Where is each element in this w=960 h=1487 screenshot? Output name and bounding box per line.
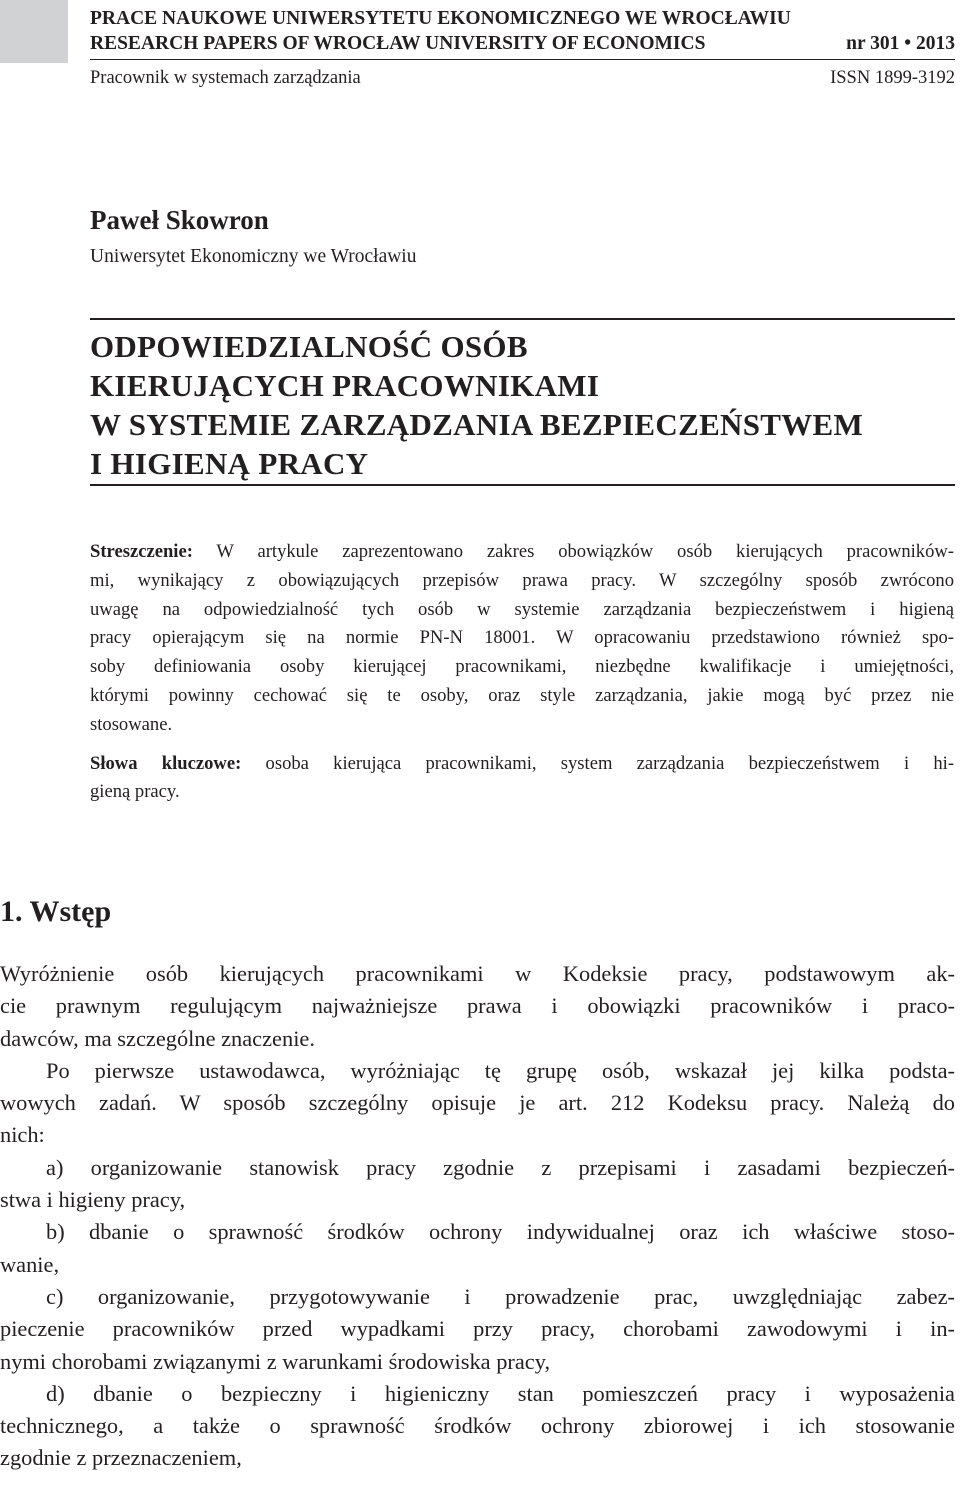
keywords-line: Słowa kluczowe: osoba kierująca pracownikami, system zarządzania bezpieczeństwem i hi- bbox=[90, 752, 955, 774]
issue-number: nr 301 • 2013 bbox=[846, 33, 955, 54]
abstract-line: pracy opierającym się na normie PN-N 18001. W opracowaniu przedstawiono również spo- bbox=[90, 627, 954, 649]
paper-title bbox=[90, 327, 955, 483]
abstract-line: soby definiowania osoby kierującej pracownikami, niezbędne kwalifikacje i umiejętności, bbox=[90, 656, 954, 678]
header-rule bbox=[90, 59, 955, 60]
series-title: Pracownik w systemach zarządzania bbox=[90, 68, 361, 88]
author-name: Paweł Skowron bbox=[90, 205, 269, 235]
journal-name-pl: PRACE NAUKOWE UNIWERSYTETU EKONOMICZNEGO WE WROCŁAWIU bbox=[90, 8, 791, 29]
body-line: cie prawnym regulującym najważniejsze prawa i obowiązki pracowników i praco- bbox=[0, 993, 955, 1019]
body-line: wanie, bbox=[0, 1251, 60, 1277]
body-line: pieczenie pracowników przed wypadkami przy pracy, chorobami zawodowymi i in- bbox=[0, 1316, 955, 1342]
body-line: technicznego, a także o sprawność środków ochrony zbiorowej i ich stosowanie bbox=[0, 1413, 955, 1439]
list-item-d: d) dbanie o bezpieczny i higieniczny stan pomieszczeń pracy i wyposażenia bbox=[46, 1380, 955, 1406]
body-line: Wyróżnienie osób kierujących pracownikami w Kodeksie pracy, podstawowym ak- bbox=[0, 961, 955, 986]
abstract-line: mi, wynikający z obowiązujących przepisów prawa pracy. W szczególny sposób zwrócono bbox=[90, 569, 954, 591]
journal-header bbox=[90, 6, 955, 56]
body-line: nich: bbox=[0, 1122, 45, 1148]
list-item-a: a) organizowanie stanowisk pracy zgodnie z przepisami i zasadami bezpieczeń- bbox=[46, 1154, 955, 1180]
section-body bbox=[0, 958, 955, 1475]
abstract-line: Streszczenie: W artykule zaprezentowano zakres obowiązków osób kierujących pracowników- bbox=[90, 541, 954, 562]
journal-name-en-row bbox=[90, 31, 955, 56]
abstract-line: stosowane. bbox=[90, 713, 173, 735]
keywords bbox=[90, 750, 954, 808]
body-line: zgodnie z przeznaczeniem, bbox=[0, 1445, 242, 1471]
body-line: nymi chorobami związanymi z warunkami środowiska pracy, bbox=[0, 1348, 551, 1374]
issn: ISSN 1899-3192 bbox=[830, 68, 955, 88]
journal-name-en: RESEARCH PAPERS OF WROCŁAW UNIVERSITY OF ECONOMICS bbox=[90, 33, 706, 54]
abstract-line: uwagę na odpowiedzialność tych osób w systemie zarządzania bezpieczeństwem i higieną bbox=[90, 598, 954, 620]
abstract bbox=[90, 538, 954, 807]
author-affiliation: Uniwersytet Ekonomiczny we Wrocławiu bbox=[90, 246, 417, 267]
list-item-b: b) dbanie o sprawność środków ochrony indywidualnej oraz ich właściwe stoso- bbox=[46, 1219, 955, 1245]
title-line: W SYSTEMIE ZARZĄDZANIA BEZPIECZEŃSTWEM bbox=[90, 407, 864, 442]
keywords-line: gieną pracy. bbox=[90, 781, 180, 803]
body-line: dawców, ma szczególne znaczenie. bbox=[0, 1025, 315, 1051]
title-rule-bottom bbox=[90, 484, 955, 486]
header-gray-block bbox=[0, 0, 68, 63]
list-item-c: c) organizowanie, przygotowywanie i prowadzenie prac, uwzględniając zabez- bbox=[46, 1283, 955, 1309]
body-line: stwa i higieny pracy, bbox=[0, 1187, 186, 1213]
abstract-label: Streszczenie: bbox=[90, 541, 193, 562]
title-rule-top bbox=[90, 318, 955, 320]
title-line: I HIGIENĄ PRACY bbox=[90, 446, 369, 481]
keywords-label: Słowa kluczowe: bbox=[90, 752, 242, 774]
title-line: ODPOWIEDZIALNOŚĆ OSÓB bbox=[90, 329, 528, 364]
title-line: KIERUJĄCYCH PRACOWNIKAMI bbox=[90, 368, 600, 403]
series-row bbox=[90, 66, 955, 90]
abstract-line: którymi powinny cechować się te osoby, oraz style zarządzania, jakie mogą być przez nie bbox=[90, 684, 954, 706]
body-line: wowych zadań. W sposób szczególny opisuje je art. 212 Kodeksu pracy. Należą do bbox=[0, 1090, 955, 1116]
body-line: Po pierwsze ustawodawca, wyróżniając tę grupę osób, wskazał jej kilka podsta- bbox=[46, 1057, 955, 1083]
section-heading: 1. Wstęp bbox=[0, 895, 112, 928]
